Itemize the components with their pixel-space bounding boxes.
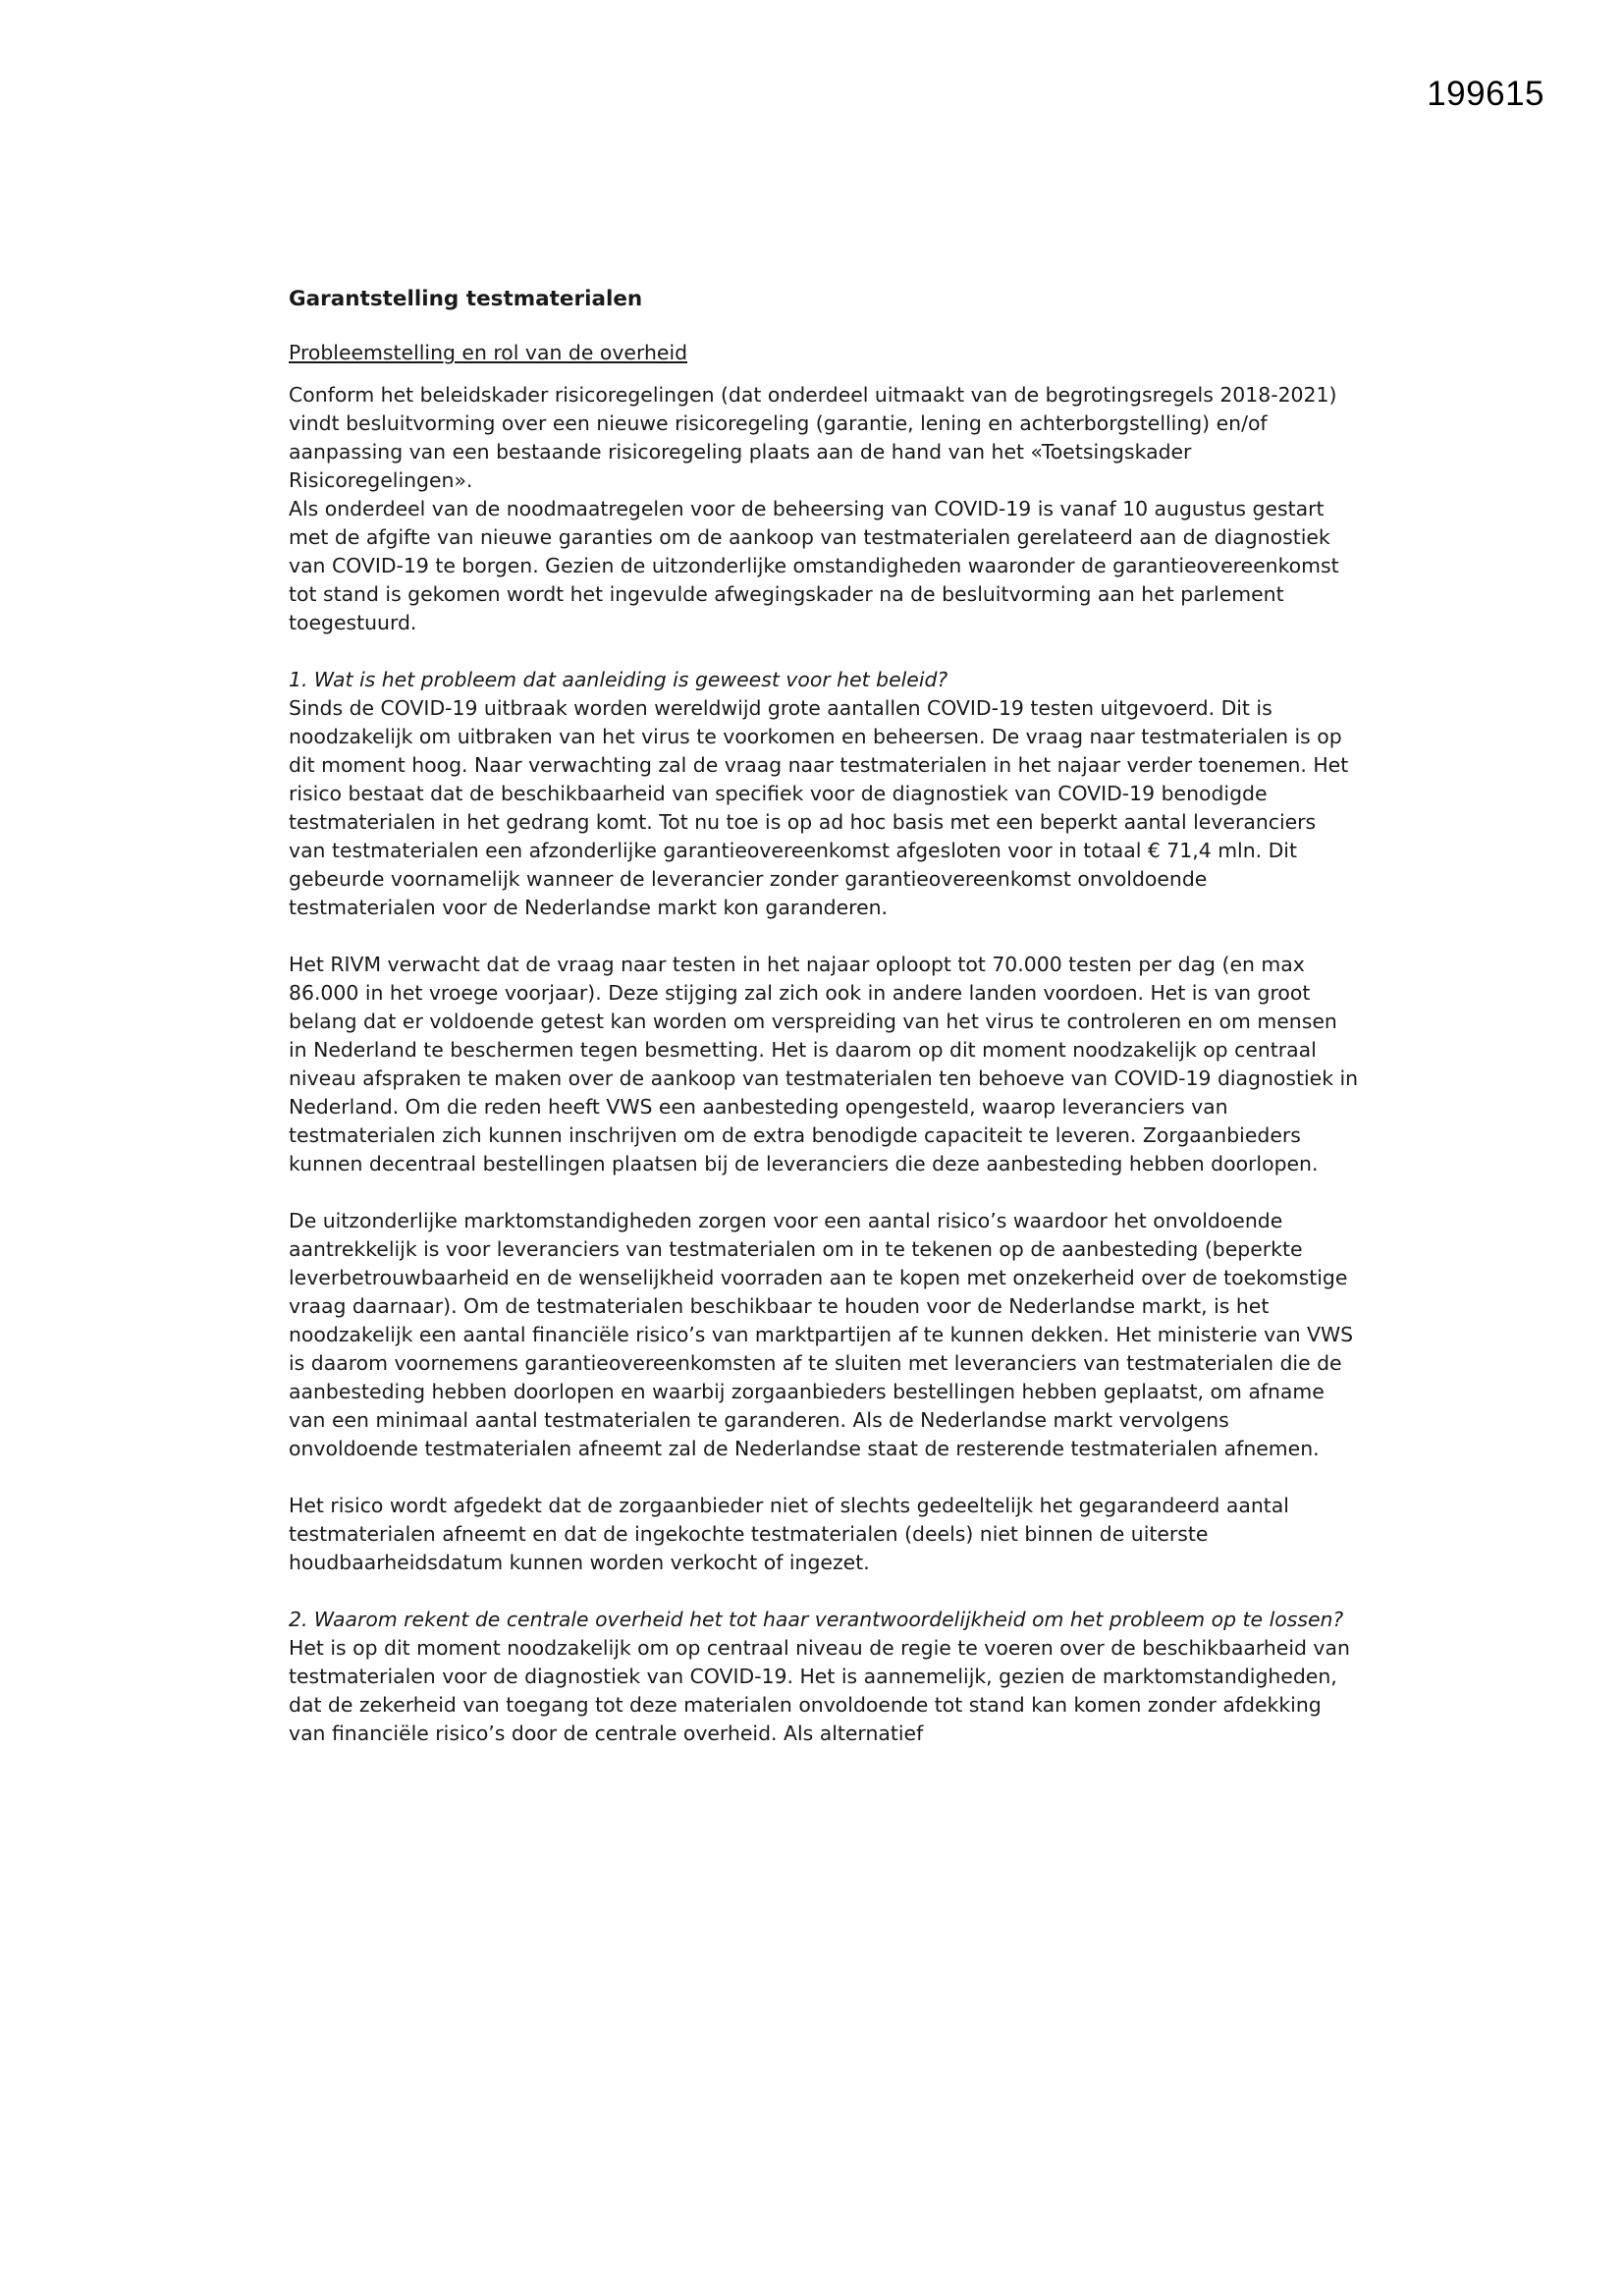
question-1-heading: 1. Wat is het probleem dat aanleiding is geweest voor het beleid? [289,668,948,691]
document-number: 199615 [1427,75,1544,113]
question-1-paragraph-4: Het risico wordt afgedekt dat de zorgaanbieder niet of slechts gedeeltelijk het gegarandeerd aantal testmaterialen afneemt en dat de ingekochte testmaterialen (deels) niet binnen de uiterste houdbaarheidsdatum kunnen worden verkocht of ingezet. [289,1494,1289,1574]
document-title: Garantstelling testmaterialen [289,287,643,311]
question-1-paragraph-3: De uitzonderlijke marktomstandigheden zorgen voor een aantal risico’s waardoor het onvoldoende aantrekkelijk is voor leveranciers van testmaterialen om in te tekenen op de aanbesteding (beperkte leverbetrouwbaarheid en de wenselijkheid voorraden aan te kopen met onzekerheid over de toekomstige vraag daarnaar). Om de testmaterialen beschikbaar te houden voor de Nederlandse markt, is het noodzakelijk een aantal financiële risico’s van marktpartijen af te kunnen dekken. Het ministerie van VWS is daarom voornemens garantieovereenkomsten af te sluiten met leveranciers van testmaterialen die de aanbesteding hebben doorlopen en waarbij zorgaanbieders bestellingen hebben geplaatst, om afname van een minimaal aantal testmaterialen te garanderen. Als de Nederlandse markt vervolgens onvoldoende testmaterialen afneemt zal de Nederlandse staat de resterende testmaterialen afnemen. [289,1209,1354,1460]
question-2-paragraph-1: Het is op dit moment noodzakelijk om op centraal niveau de regie te voeren over de beschikbaarheid van testmaterialen voor de diagnostiek van COVID-19. Het is aannemelijk, gezien de marktomstandigheden, dat de zekerheid van toegang tot deze materialen onvoldoende tot stand kan komen zonder afdekking van financiële risico’s door de centrale overheid. Als alternatief [289,1636,1350,1745]
intro-paragraph-2: Als onderdeel van de noodmaatregelen voor de beheersing van COVID-19 is vanaf 10 augustus gestart met de afgifte van nieuwe garanties om de aankoop van testmaterialen gerelateerd aan de diagnostiek van COVID-19 te borgen. Gezien de uitzonderlijke omstandigheden waaronder de garantieovereenkomst tot stand is gekomen wordt het ingevulde afwegingskader na de besluitvorming aan het parlement toegestuurd. [289,497,1339,634]
section-heading: Probleemstelling en rol van de overheid [289,341,688,364]
question-1-paragraph-2: Het RIVM verwacht dat de vraag naar testen in het najaar oploopt tot 70.000 testen per dag (en max 86.000 in het vroege voorjaar). Deze stijging zal zich ook in andere landen voordoen. Het is van groot belang dat er voldoende getest kan worden om verspreiding van het virus te controleren en om mensen in Nederland te beschermen tegen besmetting. Het is daarom op dit moment noodzakelijk op centraal niveau afspraken te maken over de aankoop van testmaterialen ten behoeve van COVID-19 diagnostiek in Nederland. Om die reden heeft VWS een aanbesteding opengesteld, waarop leveranciers van testmaterialen zich kunnen inschrijven om de extra benodigde capaciteit te leveren. Zorgaanbieders kunnen decentraal bestellingen plaatsen bij de leveranciers die deze aanbesteding hebben doorlopen. [289,953,1359,1175]
intro-paragraph-1: Conform het beleidskader risicoregelingen (dat onderdeel uitmaakt van de begrotingsregels 2018-2021) vindt besluitvorming over een nieuwe risicoregeling (garantie, lening en achterborgstelling) en/of aanpassing van een bestaande risicoregeling plaats aan de hand van het «Toetsingskader Risicoregelingen». [289,383,1337,492]
question-2-heading: 2. Waarom rekent de centrale overheid het tot haar verantwoordelijkheid om het probleem op te lossen? [289,1608,1344,1631]
document-body [289,285,1359,1748]
question-1-paragraph-1: Sinds de COVID-19 uitbraak worden wereldwijd grote aantallen COVID-19 testen uitgevoerd. Dit is noodzakelijk om uitbraken van het virus te voorkomen en beheersen. De vraag naar testmaterialen is op dit moment hoog. Naar verwachting zal de vraag naar testmaterialen in het najaar verder toenemen. Het risico bestaat dat de beschikbaarheid van specifiek voor de diagnostiek van COVID-19 benodigde testmaterialen in het gedrang komt. Tot nu toe is op ad hoc basis met een beperkt aantal leveranciers van testmaterialen een afzonderlijke garantieovereenkomst afgesloten voor in totaal € 71,4 mln. Dit gebeurde voornamelijk wanneer de leverancier zonder garantieovereenkomst onvoldoende testmaterialen voor de Nederlandse markt kon garanderen. [289,696,1349,919]
